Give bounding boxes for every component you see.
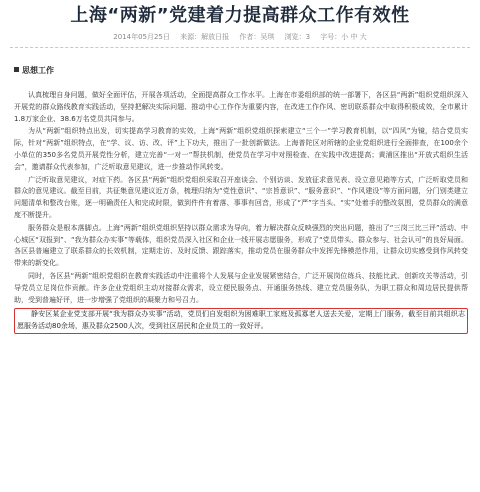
font-size-control[interactable]: 字号：小 中 大 — [320, 33, 367, 41]
section-heading — [14, 66, 54, 76]
article-title: 上海“两新”党建着力提高群众工作有效性 — [70, 5, 410, 26]
highlighted-paragraph: 静安区某企业党支部开展“我为群众办实事”活动，党员们自发组织为困难职工家庭及孤寡老人送去关爱，定期上门服务，截至目前共组织志愿服务活动80余场，惠及群众2500人次，受到社区居民和企业员工的一致好评。 — [14, 308, 468, 334]
paragraph: 同时，各区县“两新”组织党组织在教育实践活动中注重将个人发展与企业发展紧密结合，广泛开展岗位练兵、技能比武、创新攻关等活动，引导党员立足岗位作贡献。许多企业党组织主动对接群众需求，设立便民服务点、开通服务热线、建立党员服务队，为职工群众和周边居民提供帮助，受到普遍好评，进一步增强了党组织的凝聚力和号召力。 — [14, 271, 468, 304]
author: 作者：吴琪 — [239, 33, 275, 41]
view-count: 浏览：3 — [284, 33, 311, 41]
publish-date: 2014年05月25日 — [113, 33, 170, 41]
paragraph: 认真梳理自身问题，做好全面评估，开展各项活动，全面提高群众工作水平。上海在市委组织部的统一部署下，各区县“两新”组织党组织深入开展党的群众路线教育实践活动，坚持把解决实际问题、推动中心工作作为重要内容，在改进工作作风、密切联系群众中取得积极成效，全市累计1.8万家企业、38.6万名党员共同参与。 — [14, 91, 468, 123]
article-body — [14, 90, 468, 335]
article-meta — [0, 32, 480, 42]
section-label: 思想工作 — [22, 66, 54, 75]
source: 来源：解放日报 — [180, 33, 230, 41]
bullet-square-icon — [14, 67, 19, 72]
header-divider — [10, 47, 470, 48]
paragraph: 为从“两新”组织特点出发，切实提高学习教育的实效，上海“两新”组织党组织探索建立“三个一”学习教育机制，以“四风”为镜，结合党员实际，针对“两新”组织特点，在“学、议、访、改、评”上下功夫，推出了一批创新做法。上海普陀区对所辖的企业党组织进行全面排查，在100余个小单位的350多名党员开展党性分析，建立完善“一对一”帮扶机制，使党员在学习中对照检查、在实践中改进提高；黄浦区推出“开放式组织生活会”，邀请群众代表参加，广泛听取意见建议，进一步推动作风转变。 — [14, 127, 468, 171]
paragraph: 服务群众是根本落脚点。上海“两新”组织党组织坚持以群众需求为导向，着力解决群众反映强烈的突出问题，推出了“三岗三比三评”活动、中心城区“双报到”、“我为群众办实事”等载体，组织党员深入社区和企业一线开展志愿服务，形成了“党员带头、群众参与、社会认可”的良好局面。各区县普遍建立了联系群众的长效机制，定期走访、及时反馈、跟踪落实，推动党员在服务群众中发挥先锋模范作用，让群众切实感受到作风转变带来的新变化。 — [14, 223, 468, 268]
paragraph: 广泛听取意见建议，对症下药。各区县“两新”组织党组织采取召开座谈会、个别访谈、发放征求意见表、设立意见箱等方式，广泛听取党员和群众的意见建议。截至目前，共征集意见建议近万条，梳理归纳为“党性意识”、“宗旨意识”、“服务意识”、“作风建设”等方面问题，分门别类建立问题清单和整改台账，逐一明确责任人和完成时限，做到件件有着落、事事有回音，形成了“严”字当头、“实”处着手的整改氛围，党员群众的满意度不断提升。 — [14, 175, 468, 219]
